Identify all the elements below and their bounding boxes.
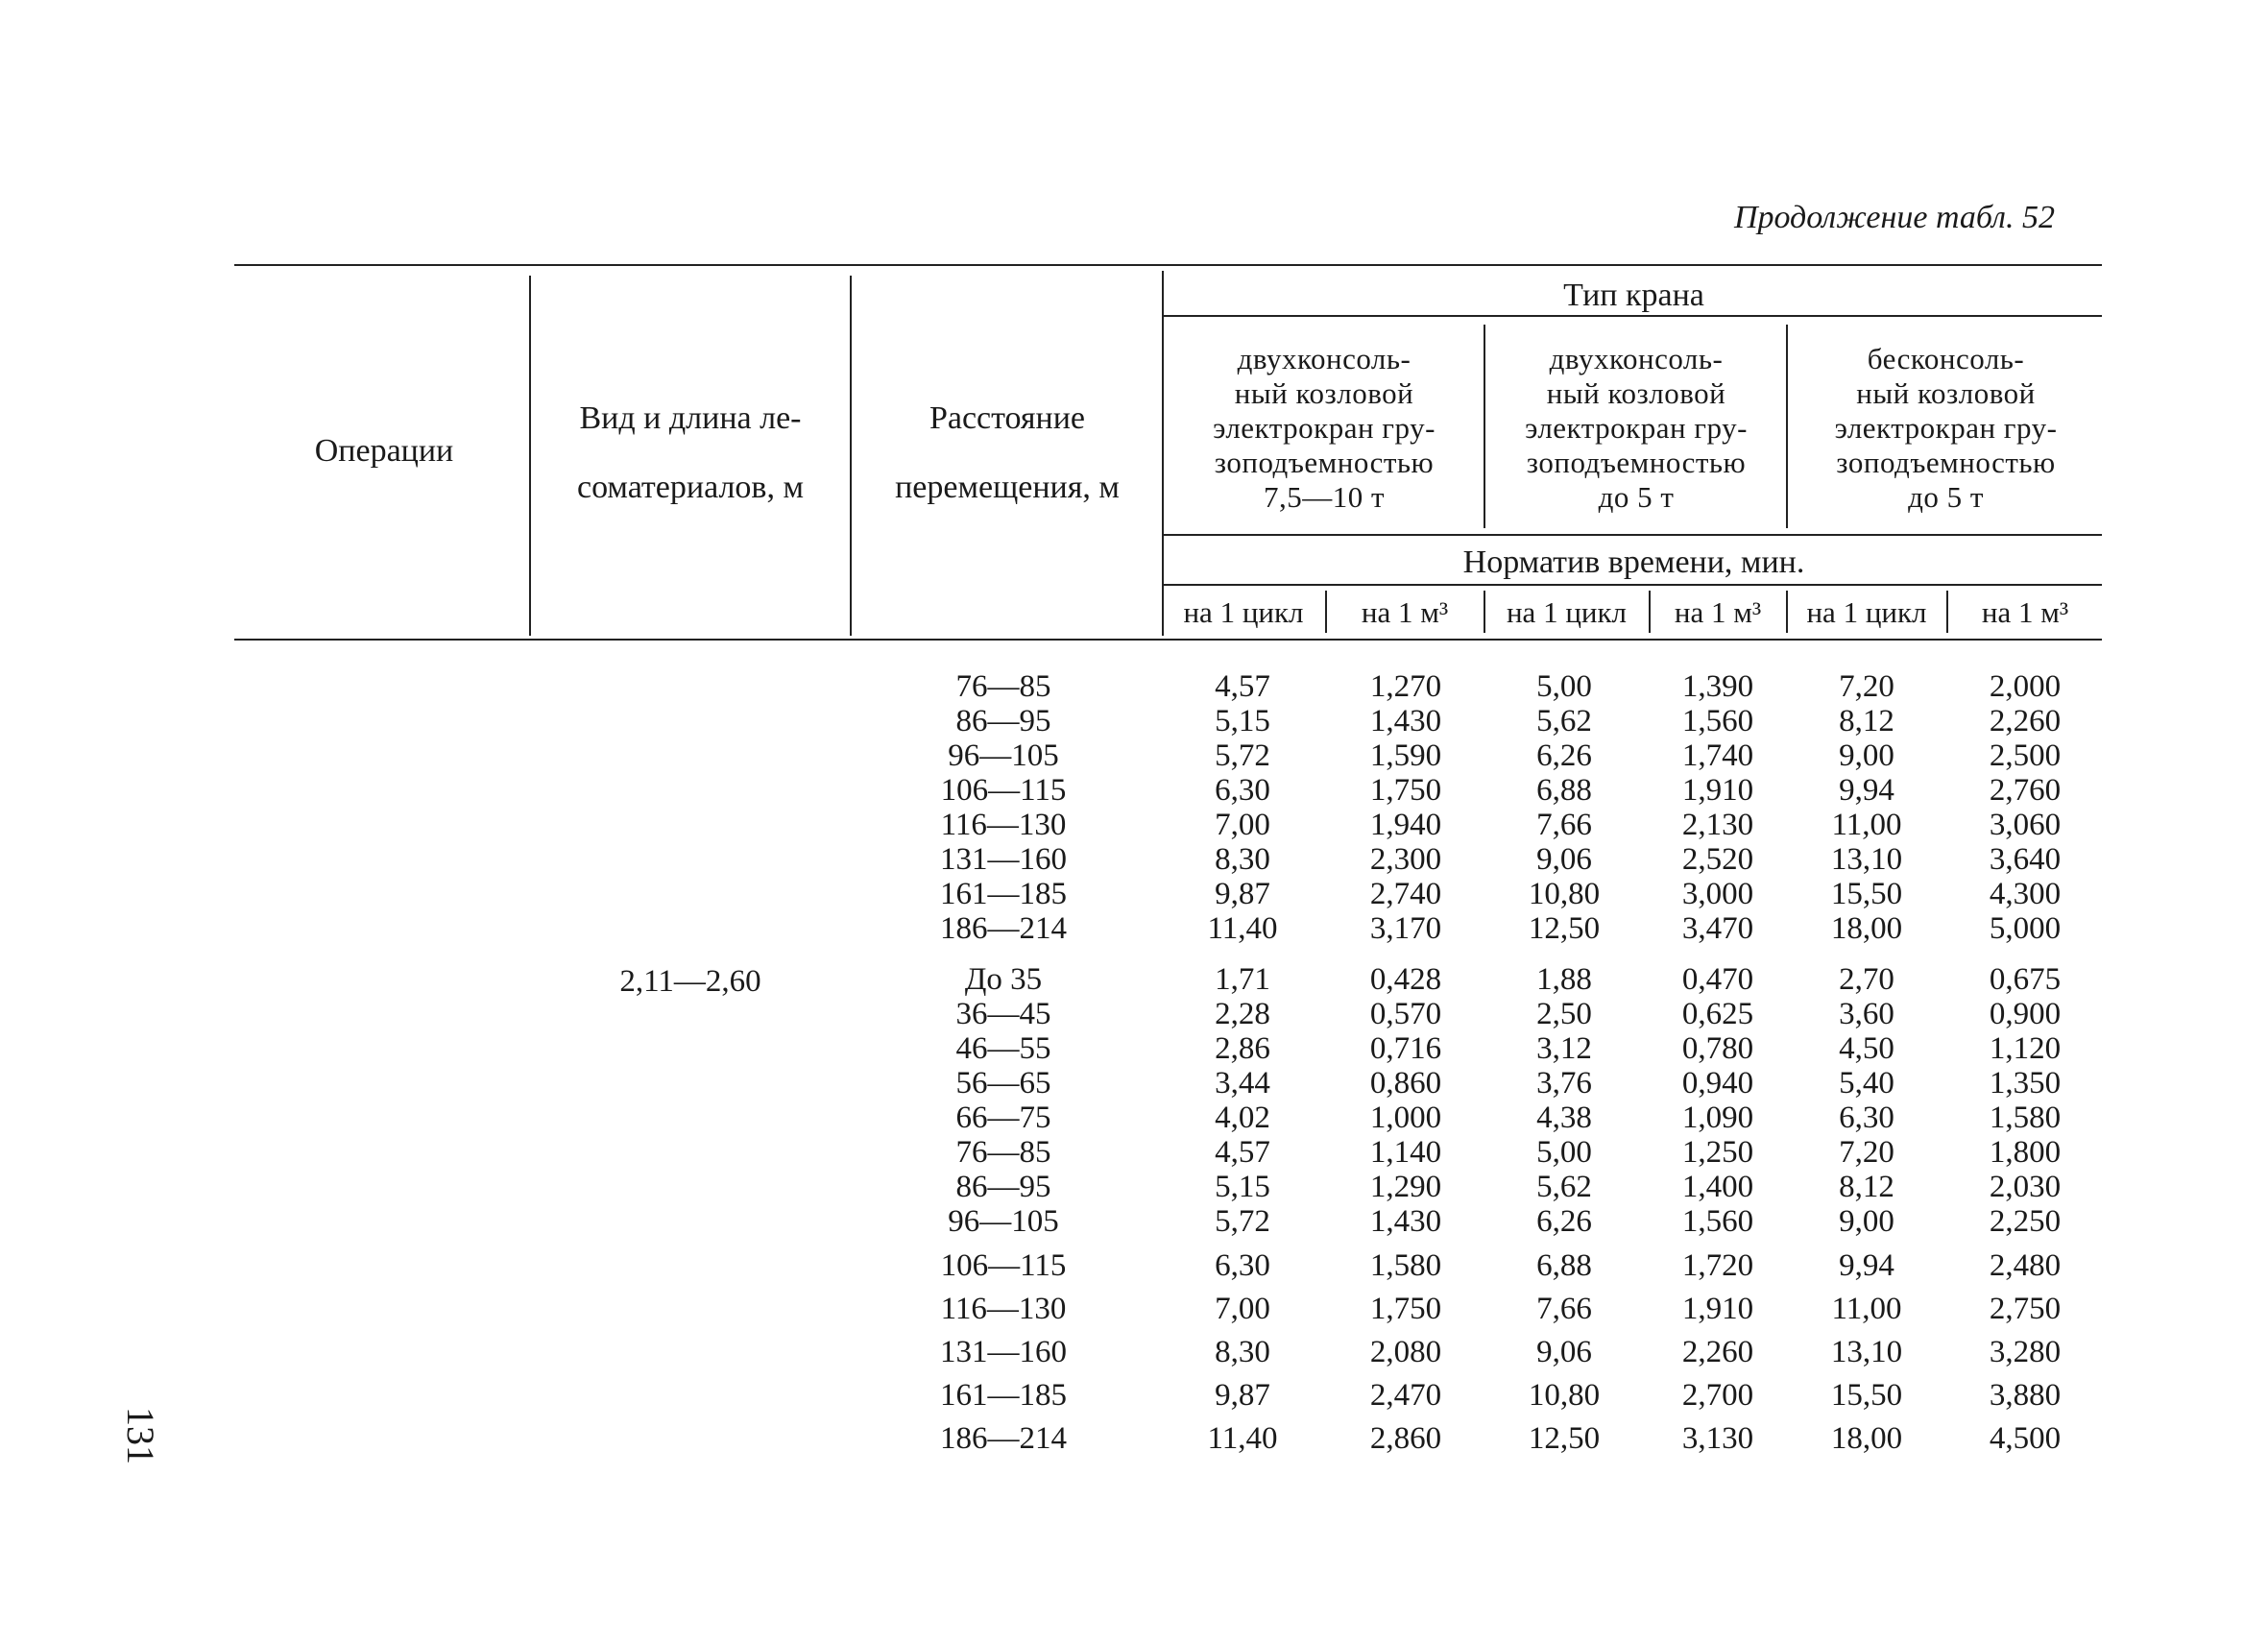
value-cell: 2,260 <box>1989 704 2062 738</box>
header-norm: Норматив времени, мин. <box>1462 544 1805 580</box>
value-cell: 2,250 <box>1989 1204 2062 1239</box>
value-cell: 2,300 <box>1369 842 1442 877</box>
value-cell: 9,87 <box>1215 1378 1270 1413</box>
crane-2-line4: зоподъемностью <box>1526 446 1747 479</box>
distance-cell: 106—115 <box>940 1248 1067 1283</box>
crane-3-line3: электрокран гру- <box>1834 411 2058 445</box>
value-cell: 6,88 <box>1536 1248 1592 1283</box>
value-cell: 1,560 <box>1681 704 1754 738</box>
crane-2-line2: ный козловой <box>1546 376 1726 410</box>
unit-crane2-m3: на 1 м³ <box>1674 595 1762 629</box>
value-cell: 1,580 <box>1989 1101 2062 1135</box>
value-cell: 7,00 <box>1215 1292 1270 1326</box>
value-cell: 0,780 <box>1681 1031 1754 1066</box>
value-cell: 3,880 <box>1989 1378 2062 1413</box>
value-cell: 1,290 <box>1369 1170 1442 1204</box>
value-cell: 2,700 <box>1681 1378 1754 1413</box>
value-cell: 4,57 <box>1215 669 1270 704</box>
value-cell: 3,060 <box>1989 808 2062 842</box>
value-cell: 9,00 <box>1839 738 1894 773</box>
crane-3-line1: бесконсоль- <box>1867 342 2025 375</box>
value-cell: 6,30 <box>1839 1101 1894 1135</box>
value-cell: 0,625 <box>1681 997 1754 1031</box>
value-cell: 12,50 <box>1528 1421 1601 1456</box>
value-cell: 1,740 <box>1681 738 1754 773</box>
distance-cell: 161—185 <box>940 1378 1067 1413</box>
distance-cell: 76—85 <box>955 1135 1051 1170</box>
value-cell: 5,62 <box>1536 704 1592 738</box>
value-cell: 2,750 <box>1989 1292 2062 1326</box>
value-cell: 5,72 <box>1215 1204 1270 1239</box>
value-cell: 12,50 <box>1528 911 1601 946</box>
page-number: 131 <box>119 1407 162 1464</box>
value-cell: 3,640 <box>1989 842 2062 877</box>
distance-cell: 76—85 <box>955 669 1051 704</box>
header-distance-line2: перемещения, м <box>895 470 1120 505</box>
value-cell: 1,750 <box>1369 773 1442 808</box>
value-cell: 7,66 <box>1536 808 1592 842</box>
value-cell: 0,470 <box>1681 962 1754 997</box>
table-caption: Продолжение табл. 52 <box>1733 200 2055 235</box>
value-cell: 5,15 <box>1215 704 1270 738</box>
value-cell: 1,430 <box>1369 704 1442 738</box>
value-cell: 1,750 <box>1369 1292 1442 1326</box>
value-cell: 11,40 <box>1207 1421 1278 1456</box>
material-length-group: 2,11—2,60 <box>619 964 761 999</box>
crane-3-line4: зоподъемностью <box>1836 446 2056 479</box>
value-cell: 6,30 <box>1215 773 1270 808</box>
value-cell: 1,090 <box>1681 1101 1754 1135</box>
value-cell: 11,00 <box>1831 808 1902 842</box>
value-cell: 4,02 <box>1215 1101 1270 1135</box>
value-cell: 3,12 <box>1536 1031 1592 1066</box>
header-material-line1: Вид и длина ле- <box>579 400 802 436</box>
value-cell: 11,00 <box>1831 1292 1902 1326</box>
crane-2-line3: электрокран гру- <box>1525 411 1748 445</box>
value-cell: 5,72 <box>1215 738 1270 773</box>
distance-cell: 86—95 <box>955 1170 1051 1204</box>
unit-crane1-m3: на 1 м³ <box>1361 595 1449 629</box>
value-cell: 2,740 <box>1369 877 1442 911</box>
value-cell: 9,06 <box>1536 1335 1592 1369</box>
distance-cell: 131—160 <box>940 1335 1067 1369</box>
value-cell: 8,30 <box>1215 1335 1270 1369</box>
value-cell: 6,30 <box>1215 1248 1270 1283</box>
value-cell: 5,40 <box>1839 1066 1894 1101</box>
distance-cell: 46—55 <box>955 1031 1051 1066</box>
value-cell: 7,00 <box>1215 808 1270 842</box>
value-cell: 2,760 <box>1989 773 2062 808</box>
value-cell: 15,50 <box>1830 1378 1903 1413</box>
value-cell: 1,390 <box>1681 669 1754 704</box>
distance-cell: До 35 <box>964 962 1043 997</box>
value-cell: 3,470 <box>1681 911 1754 946</box>
value-cell: 1,000 <box>1369 1101 1442 1135</box>
value-cell: 1,800 <box>1989 1135 2062 1170</box>
value-cell: 1,590 <box>1369 738 1442 773</box>
value-cell: 1,71 <box>1215 962 1270 997</box>
value-cell: 6,26 <box>1536 738 1592 773</box>
value-cell: 2,030 <box>1989 1170 2062 1204</box>
header-material-line2: соматериалов, м <box>576 470 804 505</box>
value-cell: 2,260 <box>1681 1335 1754 1369</box>
value-cell: 1,940 <box>1369 808 1442 842</box>
crane-1-line5: 7,5—10 т <box>1263 480 1386 514</box>
value-cell: 9,06 <box>1536 842 1592 877</box>
unit-crane3-cycle: на 1 цикл <box>1806 595 1927 629</box>
value-cell: 13,10 <box>1830 1335 1903 1369</box>
value-cell: 15,50 <box>1830 877 1903 911</box>
crane-1-line1: двухконсоль- <box>1237 342 1411 375</box>
value-cell: 5,000 <box>1989 911 2062 946</box>
value-cell: 1,120 <box>1989 1031 2062 1066</box>
value-cell: 2,50 <box>1536 997 1592 1031</box>
value-cell: 3,76 <box>1536 1066 1592 1101</box>
value-cell: 18,00 <box>1830 911 1903 946</box>
crane-3-line5: до 5 т <box>1908 480 1984 514</box>
distance-cell: 116—130 <box>940 1292 1067 1326</box>
value-cell: 1,88 <box>1536 962 1592 997</box>
value-cell: 0,940 <box>1681 1066 1754 1101</box>
value-cell: 1,430 <box>1369 1204 1442 1239</box>
distance-cell: 96—105 <box>948 1204 1059 1239</box>
value-cell: 3,170 <box>1369 911 1442 946</box>
value-cell: 1,580 <box>1369 1248 1442 1283</box>
crane-3-line2: ный козловой <box>1856 376 2036 410</box>
distance-cell: 106—115 <box>940 773 1067 808</box>
crane-1-line2: ный козловой <box>1234 376 1414 410</box>
header-operations: Операции <box>314 433 454 469</box>
value-cell: 1,140 <box>1369 1135 1442 1170</box>
value-cell: 5,00 <box>1536 1135 1592 1170</box>
crane-1-line4: зоподъемностью <box>1214 446 1435 479</box>
distance-cell: 96—105 <box>948 738 1059 773</box>
value-cell: 5,00 <box>1536 669 1592 704</box>
value-cell: 6,88 <box>1536 773 1592 808</box>
value-cell: 2,130 <box>1681 808 1754 842</box>
value-cell: 3,44 <box>1215 1066 1270 1101</box>
value-cell: 2,520 <box>1681 842 1754 877</box>
value-cell: 1,910 <box>1681 773 1754 808</box>
value-cell: 2,000 <box>1989 669 2062 704</box>
value-cell: 2,86 <box>1215 1031 1270 1066</box>
crane-2-line5: до 5 т <box>1598 480 1675 514</box>
value-cell: 1,910 <box>1681 1292 1754 1326</box>
value-cell: 4,57 <box>1215 1135 1270 1170</box>
value-cell: 8,30 <box>1215 842 1270 877</box>
value-cell: 4,500 <box>1989 1421 2062 1456</box>
value-cell: 9,94 <box>1839 773 1894 808</box>
value-cell: 1,400 <box>1681 1170 1754 1204</box>
value-cell: 8,12 <box>1839 1170 1894 1204</box>
value-cell: 7,66 <box>1536 1292 1592 1326</box>
value-cell: 4,38 <box>1536 1101 1592 1135</box>
value-cell: 0,675 <box>1989 962 2062 997</box>
value-cell: 5,15 <box>1215 1170 1270 1204</box>
value-cell: 2,70 <box>1839 962 1894 997</box>
value-cell: 0,428 <box>1369 962 1442 997</box>
distance-cell: 56—65 <box>955 1066 1051 1101</box>
value-cell: 1,560 <box>1681 1204 1754 1239</box>
value-cell: 11,40 <box>1207 911 1278 946</box>
value-cell: 3,280 <box>1989 1335 2062 1369</box>
value-cell: 2,28 <box>1215 997 1270 1031</box>
value-cell: 8,12 <box>1839 704 1894 738</box>
crane-1-line3: электрокран гру- <box>1213 411 1436 445</box>
distance-cell: 131—160 <box>940 842 1067 877</box>
value-cell: 9,00 <box>1839 1204 1894 1239</box>
unit-crane2-cycle: на 1 цикл <box>1506 595 1628 629</box>
value-cell: 6,26 <box>1536 1204 1592 1239</box>
value-cell: 1,720 <box>1681 1248 1754 1283</box>
value-cell: 4,50 <box>1839 1031 1894 1066</box>
distance-cell: 186—214 <box>940 911 1067 946</box>
value-cell: 0,900 <box>1989 997 2062 1031</box>
value-cell: 2,470 <box>1369 1378 1442 1413</box>
unit-crane3-m3: на 1 м³ <box>1981 595 2069 629</box>
value-cell: 1,270 <box>1369 669 1442 704</box>
value-cell: 10,80 <box>1528 877 1601 911</box>
value-cell: 2,500 <box>1989 738 2062 773</box>
distance-cell: 186—214 <box>940 1421 1067 1456</box>
value-cell: 1,250 <box>1681 1135 1754 1170</box>
value-cell: 18,00 <box>1830 1421 1903 1456</box>
distance-cell: 116—130 <box>940 808 1067 842</box>
value-cell: 2,860 <box>1369 1421 1442 1456</box>
value-cell: 3,000 <box>1681 877 1754 911</box>
value-cell: 7,20 <box>1839 669 1894 704</box>
distance-cell: 66—75 <box>955 1101 1051 1135</box>
distance-cell: 86—95 <box>955 704 1051 738</box>
header-distance-line1: Расстояние <box>929 400 1086 436</box>
value-cell: 13,10 <box>1830 842 1903 877</box>
value-cell: 3,130 <box>1681 1421 1754 1456</box>
value-cell: 0,570 <box>1369 997 1442 1031</box>
value-cell: 9,87 <box>1215 877 1270 911</box>
value-cell: 1,350 <box>1989 1066 2062 1101</box>
value-cell: 3,60 <box>1839 997 1894 1031</box>
value-cell: 0,860 <box>1369 1066 1442 1101</box>
crane-2-line1: двухконсоль- <box>1549 342 1724 375</box>
value-cell: 5,62 <box>1536 1170 1592 1204</box>
value-cell: 0,716 <box>1369 1031 1442 1066</box>
value-cell: 7,20 <box>1839 1135 1894 1170</box>
value-cell: 4,300 <box>1989 877 2062 911</box>
value-cell: 10,80 <box>1528 1378 1601 1413</box>
value-cell: 2,080 <box>1369 1335 1442 1369</box>
distance-cell: 36—45 <box>955 997 1051 1031</box>
header-crane-type: Тип крана <box>1563 278 1704 313</box>
value-cell: 9,94 <box>1839 1248 1894 1283</box>
distance-cell: 161—185 <box>940 877 1067 911</box>
unit-crane1-cycle: на 1 цикл <box>1183 595 1304 629</box>
value-cell: 2,480 <box>1989 1248 2062 1283</box>
